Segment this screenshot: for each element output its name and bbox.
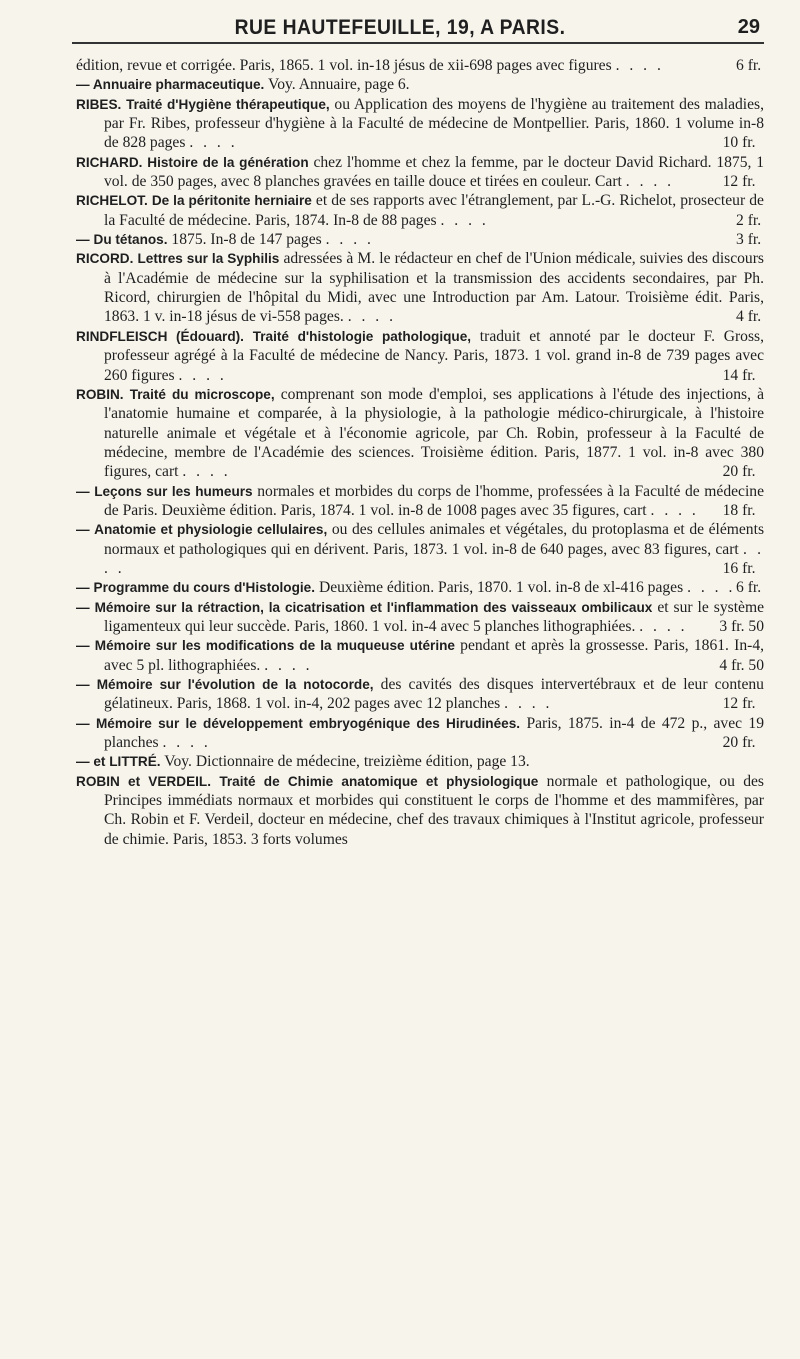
catalog-entry (76, 714, 764, 753)
entry-author: — et LITTRÉ. (76, 754, 161, 770)
catalog-entry: — Du tétanos. 1875. In-8 de 147 pages . . . . 3 fr. (76, 231, 762, 249)
leader-dots: . . . . (650, 501, 699, 519)
entry-description: et de ses rapports avec l'étranglement, par L.-G. Richelot, prosecteur de la Faculté de médecine. Paris, 1874. In-8 de 88 pages (104, 192, 764, 229)
entry-author: — (76, 715, 90, 731)
catalog-entry (76, 95, 764, 153)
entry-price: 18 fr. (722, 501, 756, 519)
entry-author: — (76, 232, 90, 248)
catalog-entry (76, 327, 764, 385)
leader-dots: . . . . (615, 57, 664, 74)
entry-description: ou Application des moyens de l'hygiène au traitement des maladies, par Fr. Ribes, professeur d'hygiène à la Faculté de médecine de Montpellier. Paris, 1860. 1 volume in-8 de 828 pages (104, 95, 765, 152)
entry-price: 16 fr. (722, 559, 756, 577)
entry-price: 12 fr. (722, 695, 756, 713)
entry-author: — (76, 638, 90, 654)
entry-author: — (76, 599, 90, 615)
entry-price: 10 fr. (722, 134, 756, 152)
leader-dots: . . . . (625, 173, 675, 191)
header-rule (72, 42, 764, 44)
leader-dots: . . . . (504, 695, 553, 713)
catalog-entry (76, 598, 764, 637)
leader-dots: . . . . (639, 617, 688, 635)
entry-author: RINDFLEISCH (Édouard). (76, 328, 244, 344)
leader-dots: . . . . (182, 463, 231, 481)
entry-author: — (76, 522, 90, 538)
running-head (0, 10, 800, 46)
entry-description: comprenant son mode d'emploi, ses applications à l'étude des injections, à l'anatomie humaine et comparée, à la physiologie, à la pathologie médico-chirurgicale, à l'histoire naturelle animale et végétale et à l'économie agricole, par Ch. Robin, professeur à la Faculté de médecine, membre de l'Académie des sciences. Troisième édition. Paris, 1877. 1 vol. in-8 avec 380 figures, cart (104, 385, 764, 481)
entry-description: Voy. Annuaire, page 6. (267, 76, 410, 94)
running-title: RUE HAUTEFEUILLE, 19, A PARIS. (234, 16, 566, 39)
entry-author: — (76, 580, 90, 596)
leader-dots: . . . . (440, 211, 489, 229)
entry-title: Traité d'histologie pathologique, (252, 328, 472, 344)
leader-dots: . . . . (264, 656, 313, 674)
entry-author: RICORD. (76, 251, 134, 267)
catalog-entry (76, 482, 764, 521)
catalog-entry: édition, revue et corrigée. Paris, 1865. 1 vol. in-18 jésus de xii-698 pages avec figures . . . . 6 fr. (76, 57, 762, 74)
entry-description: chez l'homme et chez la femme, par le docteur David Richard. 1875, 1 vol. de 350 pages, avec 8 planches gravées en taille douce et tirées en couleur. Cart (104, 153, 764, 191)
entry-title: Anatomie et physiologie cellulaires, (94, 522, 328, 538)
page-number: 29 (737, 16, 760, 38)
entry-author: ROBIN et VERDEIL. (76, 773, 211, 789)
catalog-entry (76, 636, 764, 675)
entry-title: Du tétanos. (93, 232, 168, 248)
entry-description: traduit et annoté par le docteur F. Gross, professeur agrégé à la Faculté de médecine de Nancy. Paris, 1873. 1 vol. grand in-8 de 739 pages avec 260 figures (104, 327, 765, 384)
entry-price: 12 fr. (722, 173, 756, 191)
entry-title: Traité de Chimie anatomique et physiologique (219, 773, 539, 789)
entry-description: pendant et après la grossesse. Paris, 1861. In-4, avec 5 pl. lithographiées. (104, 637, 765, 674)
entry-title: Leçons sur les humeurs (94, 483, 253, 499)
entry-title: Traité d'Hygiène thérapeutique, (126, 96, 330, 112)
entry-title: Histoire de la génération (147, 154, 309, 170)
entry-description: Paris, 1875. in-4 de 472 p., avec 19 planches (104, 714, 765, 752)
leader-dots: . . . . (347, 308, 396, 326)
entry-title: Mémoire sur les modifications de la muqueuse utérine (94, 638, 455, 654)
entry-price: 20 fr. (722, 734, 756, 752)
leader-dots: . . . . (687, 579, 736, 597)
leader-dots: . . . . (162, 734, 211, 752)
catalog-entry (76, 772, 764, 849)
entry-description: normale et pathologique, ou des Principes immédiats normaux et morbides qui constituent le corps de l'homme et des mammifères, par Ch. Robin et F. Verdeil, docteur en médecine, chef des travaux chimiques à l'Institut agricole, professeur de chimie. Paris, 1853. 3 forts volumes (104, 772, 764, 848)
entry-description: Voy. Dictionnaire de médecine, treizième édition, page 13. (164, 753, 530, 771)
leader-dots: . . . . (189, 134, 238, 152)
entry-title: Mémoire sur la rétraction, la cicatrisation et l'inflammation des vaisseaux ombilicaux (94, 599, 653, 615)
catalog-entry: RICHELOT. De la péritonite herniaire et de ses rapports avec l'étranglement, par L.-G. Richelot, prosecteur de la Faculté de médecine. Paris, 1874. In-8 de 88 pages . . . . 2 fr. (76, 192, 764, 229)
catalog-entry: RICORD. Lettres sur la Syphilis adressées à M. le rédacteur en chef de l'Union médicale, suivies des discours à l'Académie de médecine sur la syphilisation et la transmission des accidents secondaires, par Ph. Ricord, chirurgien de l'hôpital du Midi, avec une Introduction par Am. Latour. Troisième édit. Paris, 1863. 1 v. in-18 jésus de vi-558 pages. . . . . 4 fr. (76, 250, 764, 326)
entry-description: 1875. In-8 de 147 pages (171, 231, 322, 249)
entry-title: Mémoire sur l'évolution de la notocorde, (96, 677, 374, 692)
entry-title: Mémoire sur le développement embryogénique des Hirudinées. (95, 715, 521, 731)
entry-author: — (76, 677, 90, 692)
entry-price: 3 fr. 50 (719, 617, 764, 635)
entry-author: ROBIN. (76, 386, 124, 402)
entry-title: Traité du microscope, (129, 386, 275, 402)
catalog-entry: — Programme du cours d'Histologie. Deuxième édition. Paris, 1870. 1 vol. in-8 de xl-416 pages . . . . 6 fr. (76, 579, 762, 597)
catalog-entries (76, 56, 764, 849)
entry-title: Programme du cours d'Histologie. (93, 580, 316, 596)
catalog-entry (76, 752, 764, 771)
entry-description: adressées à M. le rédacteur en chef de l'Union médicale, suivies des discours à l'Académie de médecine sur la syphilisation et la transmission des accidents secondaires, par Ph. Ricord, chirurgien de l'hôpital du Midi, avec une Introduction par Am. Latour. Troisième édit. Paris, 1863. 1 v. in-18 jésus de vi-558 pages. (104, 250, 764, 326)
catalog-entry (76, 75, 764, 94)
entry-author: — (76, 483, 90, 499)
catalog-entry (76, 385, 764, 482)
entry-title: De la péritonite herniaire (151, 193, 312, 209)
entry-author: RIBES. (76, 96, 122, 112)
leader-dots: . . . . (325, 231, 374, 249)
entry-description: et sur le système ligamenteux qui leur succède. Paris, 1860. 1 vol. in-4 avec 5 planches lithographiées. (104, 598, 764, 635)
entry-description: des cavités des disques intervertébraux et de leur contenu gélatineux. Paris, 1868. 1 vol. in-4, 202 pages avec 12 planches (104, 676, 764, 713)
catalog-entry (76, 153, 764, 192)
entry-title: Lettres sur la Syphilis (137, 251, 280, 267)
entry-description: normales et morbides du corps de l'homme, professées à la Faculté de médecine de Paris. Deuxième édition. Paris, 1874. 1 vol. in-8 de 1008 pages avec 35 figures, cart (104, 482, 765, 519)
entry-price: 20 fr. (722, 463, 756, 481)
entry-price: 4 fr. 50 (719, 656, 764, 674)
leader-dots: . . . . (104, 540, 764, 577)
entry-author: RICHELOT. (76, 193, 148, 209)
entry-description: ou des cellules animales et végétales, du protoplasma et de éléments normaux et pathologiques qui en dérivent. Paris, 1873. 1 vol. in-8 de 640 pages, avec 83 figures, cart (104, 521, 765, 558)
catalog-entry (76, 675, 764, 714)
entry-author: — Annuaire pharmaceutique. (76, 77, 265, 93)
leader-dots: . . . . (178, 366, 227, 384)
entry-description: Deuxième édition. Paris, 1870. 1 vol. in-8 de xl-416 pages (318, 579, 684, 597)
entry-description: édition, revue et corrigée. Paris, 1865. 1 vol. in-18 jésus de xii-698 pages avec figures (76, 57, 612, 74)
entry-author: RICHARD. (76, 154, 143, 170)
entry-price: 14 fr. (722, 366, 756, 384)
catalog-entry (76, 520, 764, 578)
